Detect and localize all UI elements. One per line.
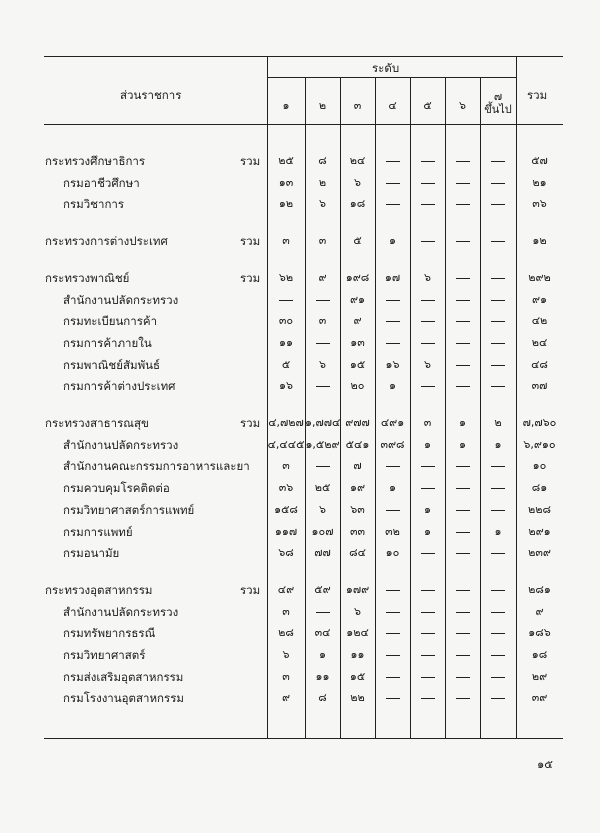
dash-cell: [386, 677, 400, 678]
row-total: ๒๙๒: [528, 270, 551, 284]
value-cell: ๑๒: [278, 197, 294, 211]
value-cell: ๔๙: [277, 582, 295, 596]
dash-cell: [456, 612, 470, 613]
row-total: ๒๙๑: [528, 524, 551, 538]
value-cell: ๑๓: [350, 335, 365, 349]
dash-cell: [421, 300, 435, 301]
value-cell: ๕: [281, 357, 291, 371]
department-name: กรมพาณิชย์สัมพันธ์: [63, 357, 161, 372]
dash-cell: [456, 466, 470, 467]
value-cell: ๘๔: [349, 546, 366, 560]
value-cell: ๓๓: [349, 524, 366, 538]
value-cell: ๙: [318, 270, 327, 284]
dash-cell: [421, 655, 435, 656]
dash-cell: [491, 633, 505, 634]
row-total: ๓๙: [531, 691, 548, 705]
value-cell: ๑๑: [350, 648, 365, 661]
col-divider: [480, 77, 481, 738]
level-col-5: ๕: [423, 99, 432, 112]
dash-cell: [316, 300, 330, 301]
department-name: กรมควบคุมโรคติดต่อ: [63, 481, 170, 496]
dash-cell: [491, 510, 505, 511]
value-cell: ๒๕: [278, 154, 294, 167]
row-total: ๑๐: [532, 459, 547, 473]
dash-cell: [491, 655, 505, 656]
level-col-7: ๗: [493, 90, 503, 103]
value-cell: ๓: [282, 669, 290, 683]
dash-cell: [456, 488, 470, 489]
dash-cell: [421, 386, 435, 387]
value-cell: ๑: [389, 481, 396, 495]
dash-cell: [456, 655, 470, 656]
value-cell: ๓๒: [385, 524, 400, 538]
dash-cell: [421, 466, 435, 467]
department-name: กรมอาชีวศึกษา: [63, 175, 140, 190]
dash-cell: [491, 204, 505, 205]
value-cell: ๑: [424, 437, 431, 451]
dash-cell: [456, 343, 470, 344]
row-total: ๗,๗๖๐: [522, 416, 557, 429]
dash-cell: [491, 488, 505, 489]
value-cell: ๑๑๗: [274, 524, 298, 538]
row-total: ๒๙: [531, 669, 548, 683]
value-cell: ๖๓: [350, 502, 365, 516]
value-cell: ๑๓: [278, 175, 294, 189]
dash-cell: [491, 241, 505, 242]
value-cell: ๓: [318, 314, 327, 328]
dash-cell: [456, 532, 470, 533]
value-cell: ๒: [494, 416, 502, 429]
group-total-label: รวม: [240, 416, 261, 430]
value-cell: ๗๗: [314, 546, 331, 560]
department-name: สำนักงานปลัดกระทรวง: [63, 604, 179, 619]
row-total: ๙: [535, 604, 544, 618]
value-cell: ๒: [318, 175, 327, 189]
dash-cell: [316, 343, 330, 344]
value-cell: ๑๗๙: [345, 582, 370, 596]
dash-cell: [491, 365, 505, 366]
dash-cell: [456, 633, 470, 634]
value-cell: ๒๐: [350, 379, 365, 393]
col-divider: [375, 77, 376, 738]
value-cell: ๖๒: [278, 270, 294, 284]
dash-cell: [456, 300, 470, 301]
dash-cell: [456, 365, 470, 366]
value-cell: ๑: [389, 379, 396, 393]
value-cell: ๙๑: [349, 292, 366, 306]
dash-cell: [421, 677, 435, 678]
level-col-3: ๓: [353, 99, 362, 112]
value-cell: ๑๑: [315, 669, 330, 683]
dash-cell: [421, 343, 435, 344]
ministry-name: กระทรวงอุตสาหกรรม: [45, 582, 153, 597]
value-cell: ๑: [424, 502, 431, 516]
department-name: กรมทะเบียนการค้า: [63, 314, 158, 329]
group-total-label: รวม: [240, 582, 261, 597]
dash-cell: [316, 466, 330, 467]
value-cell: ๑๑: [279, 335, 293, 349]
value-cell: ๔๙๑: [380, 416, 405, 429]
col-divider: [410, 77, 411, 738]
dash-cell: [386, 590, 400, 591]
value-cell: ๑๖: [385, 357, 400, 371]
level-col-7-sub: ขึ้นไป: [484, 103, 512, 116]
page-number: ๑๕: [537, 757, 554, 771]
value-cell: ๕๙: [314, 582, 331, 596]
value-cell: ๑๗: [384, 270, 401, 284]
value-cell: ๑: [494, 437, 502, 451]
dash-cell: [456, 204, 470, 205]
department-name: กรมวิทยาศาสตร์: [63, 648, 146, 662]
dash-cell: [491, 553, 505, 554]
ministry-name: กระทรวงศึกษาธิการ: [45, 154, 146, 168]
dash-cell: [386, 698, 400, 699]
value-cell: ๑๘: [349, 197, 366, 211]
value-cell: ๙: [281, 691, 291, 705]
value-cell: ๔,๔๔๕: [267, 437, 305, 451]
value-cell: ๑: [389, 234, 396, 248]
value-cell: ๓: [282, 234, 290, 248]
dash-cell: [421, 590, 435, 591]
dash-cell: [491, 183, 505, 184]
value-cell: ๑๒๔: [346, 626, 369, 640]
value-cell: ๖: [424, 270, 431, 284]
dash-cell: [491, 300, 505, 301]
dash-cell: [491, 677, 505, 678]
dash-cell: [421, 241, 435, 242]
value-cell: ๓: [423, 416, 432, 429]
value-cell: ๑๕๘: [274, 502, 298, 516]
dash-cell: [386, 633, 400, 634]
dash-cell: [491, 590, 505, 591]
row-total: ๒๘๑: [528, 582, 551, 596]
value-cell: ๒๕: [314, 481, 331, 495]
dash-cell: [316, 612, 330, 613]
value-cell: ๓: [282, 459, 290, 473]
dash-cell: [456, 553, 470, 554]
dash-cell: [386, 466, 400, 467]
value-cell: ๑,๗๗๔: [305, 416, 341, 429]
value-cell: ๙: [353, 314, 362, 328]
dash-cell: [421, 633, 435, 634]
ministry-name: กระทรวงสาธารณสุข: [45, 416, 149, 430]
group-total-label: รวม: [240, 154, 261, 168]
value-cell: ๓: [318, 234, 327, 248]
dash-cell: [386, 300, 400, 301]
row-total: ๔๘: [531, 357, 548, 371]
value-cell: ๑: [494, 524, 502, 538]
dash-cell: [386, 510, 400, 511]
department-name: กรมวิทยาศาสตร์การแพทย์: [63, 502, 195, 517]
value-cell: ๔,๗๒๗: [268, 416, 304, 429]
ministry-name: กระทรวงพาณิชย์: [45, 270, 130, 285]
dash-cell: [316, 386, 330, 387]
dash-cell: [279, 300, 293, 301]
department-name: กรมการค้าภายใน: [63, 335, 152, 350]
value-cell: ๓๖: [278, 481, 294, 495]
dash-cell: [491, 386, 505, 387]
department-name: กรมวิชาการ: [63, 197, 125, 212]
level-col-6: ๖: [459, 99, 466, 112]
col-divider: [445, 77, 446, 738]
value-cell: ๕: [353, 234, 362, 248]
department-name: กรมการแพทย์: [63, 524, 133, 539]
dash-cell: [386, 204, 400, 205]
department-name: สำนักงานปลัดกระทรวง: [63, 437, 179, 452]
value-cell: ๖: [424, 357, 431, 371]
dash-cell: [491, 466, 505, 467]
header-department: ส่วนราชการ: [120, 88, 182, 102]
dash-cell: [456, 321, 470, 322]
row-total: ๘๑: [531, 481, 548, 495]
dash-cell: [386, 343, 400, 344]
value-cell: ๘: [318, 154, 327, 167]
value-cell: ๙๗๗: [345, 416, 370, 429]
value-cell: ๑: [424, 524, 431, 538]
group-total-label: รวม: [240, 234, 261, 249]
row-total: ๔๒: [531, 314, 548, 328]
dash-cell: [421, 612, 435, 613]
dash-cell: [421, 204, 435, 205]
value-cell: ๓๙๘: [380, 437, 405, 451]
row-total: ๓๗: [531, 379, 548, 393]
dash-cell: [491, 278, 505, 279]
department-name: กรมทรัพยากรธรณี: [63, 626, 156, 641]
value-cell: ๑๕: [349, 357, 366, 371]
dash-cell: [456, 677, 470, 678]
dash-cell: [421, 321, 435, 322]
department-name: สำนักงานปลัดกระทรวง: [63, 292, 179, 307]
table-top-rule: [44, 56, 563, 57]
level-col-2: ๒: [318, 99, 327, 112]
value-cell: ๖: [282, 648, 290, 661]
dash-cell: [421, 183, 435, 184]
row-total: ๒๔: [531, 335, 548, 349]
group-total-label: รวม: [240, 270, 261, 285]
value-cell: ๒๘: [278, 626, 294, 640]
level-col-4: ๔: [388, 99, 397, 112]
dash-cell: [421, 161, 435, 162]
dash-cell: [491, 612, 505, 613]
row-total: ๒๒๘: [528, 502, 551, 516]
table-bottom-rule: [44, 738, 563, 739]
value-cell: ๖: [354, 604, 361, 618]
value-cell: ๑๐: [385, 546, 400, 560]
dash-cell: [421, 488, 435, 489]
value-cell: ๖: [319, 357, 326, 371]
dash-cell: [386, 655, 400, 656]
value-cell: ๑๐๗: [311, 524, 334, 538]
value-cell: ๑๖: [279, 379, 293, 393]
dash-cell: [456, 590, 470, 591]
dash-cell: [456, 510, 470, 511]
row-total: ๒๓๙: [528, 546, 551, 560]
dash-cell: [421, 553, 435, 554]
dash-cell: [491, 161, 505, 162]
department-name: กรมโรงงานอุตสาหกรรม: [63, 691, 184, 706]
value-cell: ๖๘: [278, 546, 294, 560]
row-total: ๑๘๖: [528, 626, 551, 640]
value-cell: ๘: [318, 691, 327, 705]
value-cell: ๑๕: [349, 669, 366, 683]
dash-cell: [456, 386, 470, 387]
header-total: รวม: [527, 88, 548, 102]
dash-cell: [456, 278, 470, 279]
dash-cell: [386, 161, 400, 162]
value-cell: ๖: [354, 175, 361, 189]
dash-cell: [386, 183, 400, 184]
header-bottom-rule: [44, 124, 563, 125]
department-name: กรมอนามัย: [63, 546, 120, 561]
row-total: ๑๘: [531, 648, 548, 661]
row-total: ๕๗: [531, 154, 548, 167]
header-level: ระดับ: [372, 61, 400, 75]
value-cell: ๑: [319, 648, 326, 661]
dash-cell: [456, 241, 470, 242]
value-cell: ๑,๕๒๙: [305, 437, 340, 451]
dash-cell: [491, 321, 505, 322]
level-col-1: ๑: [282, 99, 290, 112]
value-cell: ๓๐: [278, 314, 294, 328]
dash-cell: [491, 698, 505, 699]
department-name: สำนักงานคณะกรรมการอาหารและยา: [63, 459, 250, 474]
dash-cell: [456, 161, 470, 162]
value-cell: ๑: [459, 437, 466, 451]
row-total: ๒๑: [532, 175, 547, 189]
dash-cell: [456, 698, 470, 699]
dash-cell: [386, 612, 400, 613]
row-total: ๑๒: [532, 234, 547, 248]
row-total: ๙๑: [531, 292, 548, 306]
value-cell: ๑๙: [349, 481, 366, 495]
value-cell: ๖: [319, 197, 326, 211]
value-cell: ๑๙๘: [345, 270, 370, 284]
value-cell: ๒๔: [349, 154, 366, 167]
row-total: ๓๖: [532, 197, 547, 211]
department-name: กรมการค้าต่างประเทศ: [63, 379, 176, 394]
value-cell: ๑: [459, 416, 466, 429]
row-total: ๖,๙๑๐: [523, 437, 556, 451]
dash-cell: [491, 343, 505, 344]
dash-cell: [456, 183, 470, 184]
dash-cell: [386, 321, 400, 322]
value-cell: ๓๔: [314, 626, 331, 640]
value-cell: ๖: [319, 502, 326, 516]
value-cell: ๕๔๑: [345, 437, 370, 451]
value-cell: ๒๒: [350, 691, 365, 705]
dash-cell: [421, 698, 435, 699]
ministry-name: กระทรวงการต่างประเทศ: [45, 234, 168, 249]
department-name: กรมส่งเสริมอุตสาหกรรม: [63, 669, 184, 684]
value-cell: ๓: [282, 604, 290, 618]
value-cell: ๗: [353, 459, 362, 473]
